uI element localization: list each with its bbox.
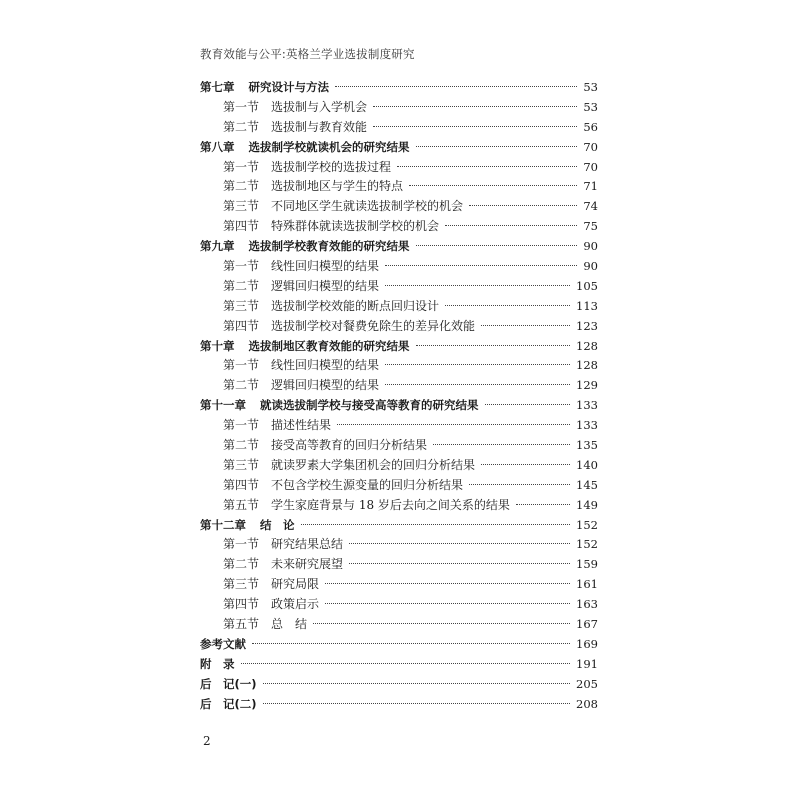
entry-title: 不包含学校生源变量的回归分析结果 [271,477,464,492]
toc-section-entry[interactable] [200,197,598,217]
section-number: 第三节 [223,457,260,472]
entry-title: 未来研究展望 [271,557,344,572]
entry-title: 选拔制地区与学生的特点 [271,179,404,194]
section-number: 第一节 [223,418,260,433]
toc-section-entry[interactable] [200,535,598,555]
dot-leader [325,583,570,584]
entry-page-number: 133 [576,418,598,433]
section-number: 第二节 [223,119,260,134]
section-number: 第五节 [223,617,260,632]
entry-title: 就读选拔制学校与接受高等教育的研究结果 [260,398,479,413]
toc-section-entry[interactable] [200,118,598,138]
toc-section-entry[interactable] [200,257,598,277]
dot-leader [445,305,570,306]
dot-leader [325,603,570,604]
entry-page-number: 71 [583,179,598,194]
dot-leader [385,384,570,385]
entry-page-number: 128 [576,358,598,373]
section-number: 第三节 [223,199,260,214]
toc-section-entry[interactable] [200,317,598,337]
toc-chapter-entry[interactable] [200,516,598,536]
toc-chapter-entry[interactable] [200,78,598,98]
section-number: 第四节 [223,477,260,492]
section-number: 第四节 [223,597,260,612]
entry-page-number: 74 [583,199,598,214]
entry-title: 附 录 [200,656,235,671]
dot-leader [263,703,571,704]
dot-leader [349,563,570,564]
entry-title: 研究结果总结 [271,537,344,552]
entry-page-number: 53 [583,80,598,94]
chapter-number: 第十一章 [200,398,246,413]
dot-leader [469,484,570,485]
entry-title: 选拔制学校对餐费免除生的差异化效能 [271,318,476,333]
dot-leader [301,524,571,525]
entry-page-number: 161 [576,577,598,592]
entry-title: 线性回归模型的结果 [271,259,380,274]
entry-title: 选拔制与入学机会 [271,99,368,114]
entry-page-number: 191 [576,656,598,671]
toc-section-entry[interactable] [200,277,598,297]
entry-page-number: 169 [576,636,598,651]
entry-page-number: 105 [576,278,598,293]
entry-page-number: 167 [576,617,598,632]
dot-leader [385,265,577,266]
entry-title: 参考文献 [200,636,246,651]
toc-section-entry[interactable] [200,416,598,436]
section-number: 第二节 [223,378,260,393]
toc-section-entry[interactable] [200,595,598,615]
dot-leader [397,166,577,167]
dot-leader [349,543,570,544]
section-number: 第四节 [223,219,260,234]
entry-title: 描述性结果 [271,418,332,433]
dot-leader [469,205,577,206]
entry-title: 选拔制学校效能的断点回归设计 [271,298,440,313]
chapter-number: 第九章 [200,239,235,254]
section-number: 第二节 [223,438,260,453]
dot-leader [335,86,577,87]
toc-section-entry[interactable] [200,356,598,376]
entry-page-number: 152 [576,537,598,552]
chapter-number: 第七章 [200,80,235,94]
section-number: 第三节 [223,298,260,313]
dot-leader [385,285,570,286]
toc-chapter-entry[interactable] [200,237,598,257]
entry-title: 选拔制学校就读机会的研究结果 [248,139,410,154]
section-number: 第一节 [223,537,260,552]
dot-leader [252,643,570,644]
toc-section-entry[interactable] [200,158,598,178]
toc-section-entry[interactable] [200,217,598,237]
toc-section-entry[interactable] [200,436,598,456]
dot-leader [485,404,571,405]
section-number: 第一节 [223,99,260,114]
entry-page-number: 75 [583,219,598,234]
section-number: 第一节 [223,159,260,174]
toc-section-entry[interactable] [200,376,598,396]
chapter-number: 第十二章 [200,517,246,532]
toc-chapter-entry[interactable] [200,655,598,675]
toc-chapter-entry[interactable] [200,396,598,416]
dot-leader [481,464,570,465]
toc-section-entry[interactable] [200,297,598,317]
dot-leader [433,444,570,445]
entry-page-number: 113 [576,298,598,313]
entry-title: 不同地区学生就读选拔制学校的机会 [271,199,464,214]
dot-leader [516,504,570,505]
entry-title: 政策启示 [271,597,320,612]
entry-page-number: 70 [583,159,598,174]
entry-title: 研究局限 [271,577,320,592]
dot-leader [409,185,577,186]
page-number: 2 [203,734,211,748]
dot-leader [241,663,571,664]
toc-section-entry[interactable] [200,177,598,197]
toc-section-entry[interactable] [200,456,598,476]
toc-section-entry[interactable] [200,555,598,575]
dot-leader [263,683,571,684]
entry-title: 选拔制地区教育效能的研究结果 [248,338,410,353]
entry-title: 特殊群体就读选拔制学校的机会 [271,219,440,234]
toc-section-entry[interactable] [200,496,598,516]
section-number: 第二节 [223,278,260,293]
dot-leader [373,106,577,107]
entry-title: 线性回归模型的结果 [271,358,380,373]
dot-leader [416,345,571,346]
entry-page-number: 53 [583,99,598,114]
entry-title: 选拔制学校教育效能的研究结果 [248,239,410,254]
entry-title: 逻辑回归模型的结果 [271,278,380,293]
section-number: 第二节 [223,179,260,194]
dot-leader [416,245,578,246]
table-of-contents [200,78,598,715]
chapter-number: 第十章 [200,338,235,353]
section-number: 第四节 [223,318,260,333]
dot-leader [385,364,570,365]
section-number: 第五节 [223,497,260,512]
entry-title: 选拔制学校的选拔过程 [271,159,392,174]
entry-page-number: 129 [576,378,598,393]
dot-leader [445,225,577,226]
entry-page-number: 205 [576,676,598,691]
toc-chapter-entry[interactable] [200,138,598,158]
entry-title: 研究设计与方法 [248,80,329,94]
dot-leader [481,325,570,326]
entry-page-number: 70 [583,139,598,154]
entry-title: 学生家庭背景与 18 岁后去向之间关系的结果 [271,497,510,512]
entry-title: 逻辑回归模型的结果 [271,378,380,393]
section-number: 第二节 [223,557,260,572]
entry-page-number: 128 [576,338,598,353]
entry-title: 就读罗素大学集团机会的回归分析结果 [271,457,476,472]
toc-chapter-entry[interactable] [200,635,598,655]
entry-page-number: 163 [576,597,598,612]
toc-section-entry[interactable] [200,575,598,595]
toc-section-entry[interactable] [200,476,598,496]
entry-page-number: 152 [576,517,598,532]
dot-leader [373,126,577,127]
toc-chapter-entry[interactable] [200,695,598,715]
entry-page-number: 90 [583,259,598,274]
entry-title: 总 结 [271,617,308,632]
section-number: 第一节 [223,358,260,373]
entry-page-number: 123 [576,318,598,333]
toc-section-entry[interactable] [200,615,598,635]
chapter-number: 第八章 [200,139,235,154]
dot-leader [337,424,570,425]
section-number: 第一节 [223,259,260,274]
entry-title: 后 记(一) [200,676,257,691]
entry-page-number: 145 [576,477,598,492]
running-header: 教育效能与公平:英格兰学业选拔制度研究 [200,47,415,61]
entry-page-number: 135 [576,438,598,453]
entry-title: 接受高等教育的回归分析结果 [271,438,428,453]
toc-section-entry[interactable] [200,98,598,118]
entry-page-number: 149 [576,497,598,512]
entry-page-number: 208 [576,696,598,711]
entry-page-number: 133 [576,398,598,413]
toc-chapter-entry[interactable] [200,337,598,357]
section-number: 第三节 [223,577,260,592]
entry-title: 选拔制与教育效能 [271,119,368,134]
dot-leader [313,623,570,624]
entry-page-number: 90 [583,239,598,254]
dot-leader [416,146,578,147]
entry-page-number: 140 [576,457,598,472]
entry-title: 后 记(二) [200,696,257,711]
entry-page-number: 56 [583,119,598,134]
toc-chapter-entry[interactable] [200,675,598,695]
entry-title: 结 论 [260,517,295,532]
entry-page-number: 159 [576,557,598,572]
